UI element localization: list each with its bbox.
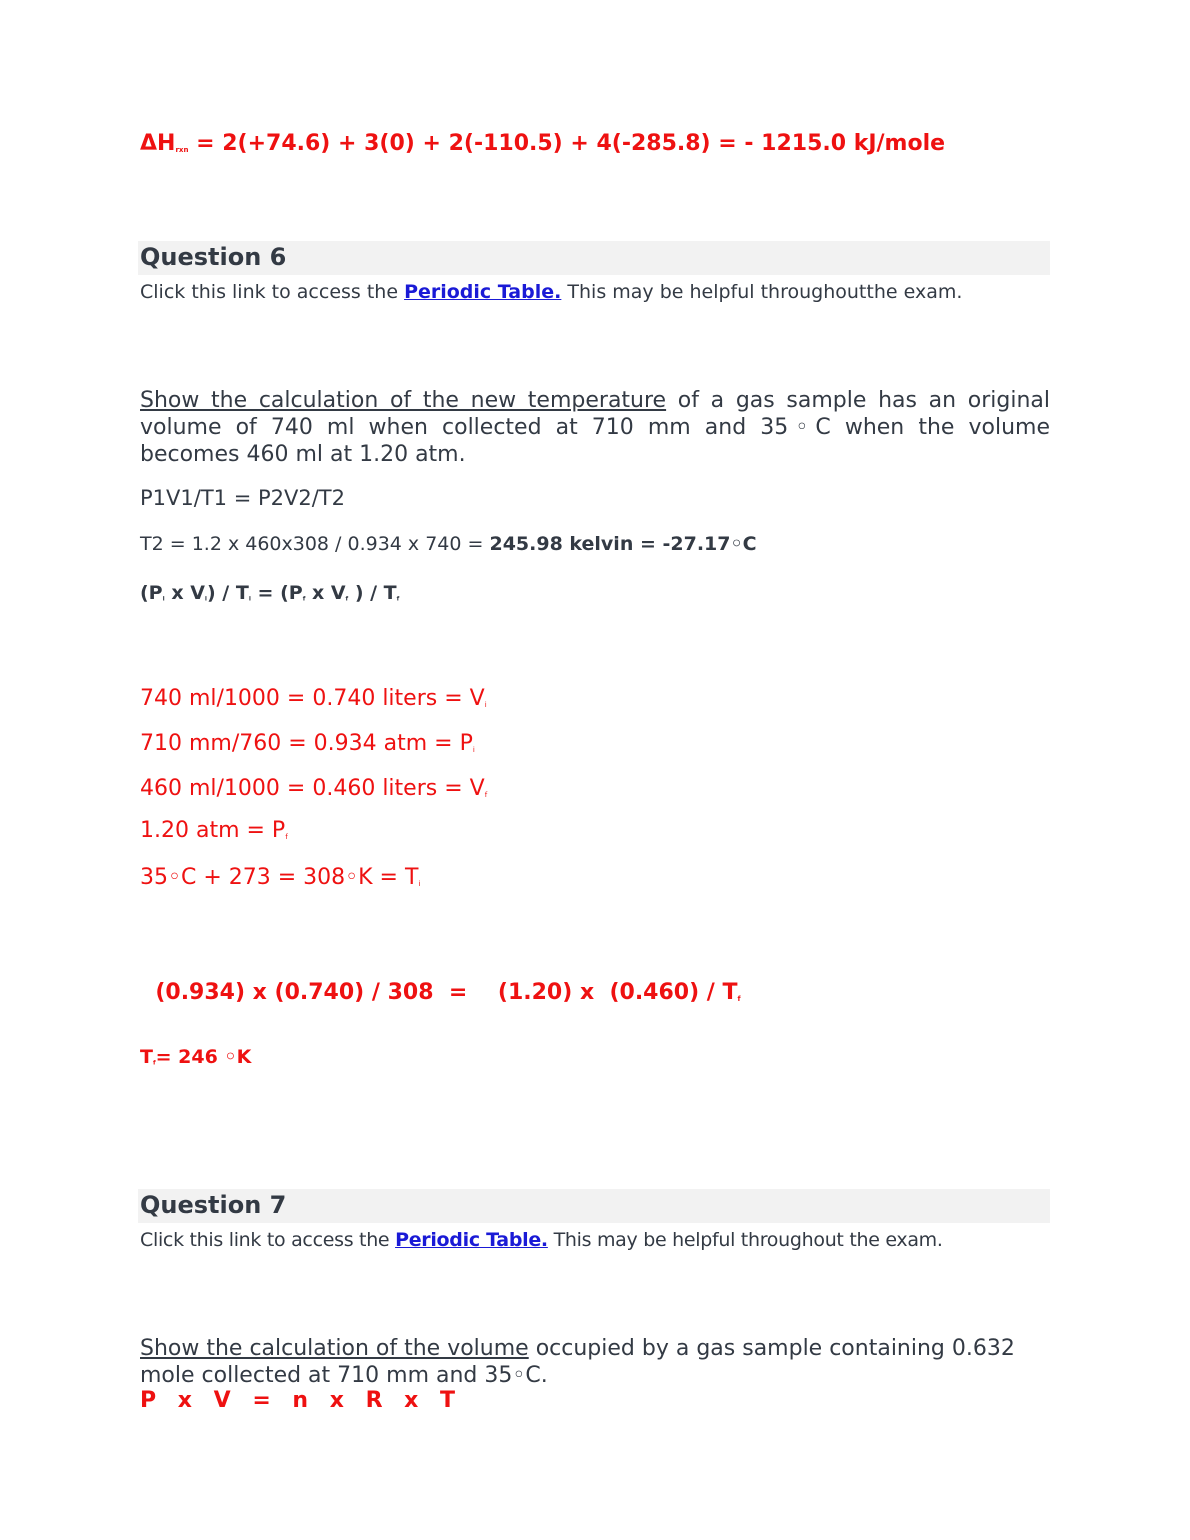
equation-text: (0.934) x (0.740) / 308 = (1.20) x (0.460) / T: [155, 980, 738, 1005]
line-sub: i: [484, 699, 487, 709]
line-text: 1.20 atm = P: [140, 818, 286, 843]
prompt-underlined: Show the calculation of the volume: [140, 1336, 529, 1361]
f3-part: = (P: [250, 582, 303, 604]
f3-part: ) / T: [348, 582, 397, 604]
enthalpy-sub: rxn: [175, 144, 189, 154]
line-sub: i: [418, 878, 421, 888]
line-sub: i: [472, 744, 475, 754]
line-sub: f: [484, 789, 488, 799]
volume-initial-line: [140, 686, 487, 711]
final-temperature-result: [140, 1046, 251, 1068]
question-6-title: Question 6: [140, 243, 287, 271]
prompt-underlined: Show the calculation of the new temperature: [140, 388, 667, 413]
link-post: This may be helpful throughoutthe exam.: [561, 281, 963, 303]
question-7-link-line: [140, 1229, 943, 1251]
enthalpy-prefix: ΔH: [140, 131, 176, 156]
volume-final-line: [140, 776, 487, 801]
question-7-header: [138, 1189, 1050, 1223]
periodic-table-link[interactable]: Periodic Table.: [404, 281, 562, 303]
f3-sub: i: [248, 595, 251, 603]
pressure-initial-line: [140, 731, 475, 756]
enthalpy-rest: = 2(+74.6) + 3(0) + 2(-110.5) + 4(-285.8) = - 1215.0 kJ/mole: [188, 131, 946, 156]
result-sub: f: [152, 1059, 156, 1067]
equation-sub: f: [737, 993, 741, 1003]
prompt-rest: occupied by a gas sample containing 0.632 mole collected at 710 mm and 35◦C.: [140, 1336, 1015, 1388]
t2-calculation: [140, 533, 757, 555]
f3-part: x V: [305, 582, 346, 604]
line-sub: f: [285, 831, 288, 841]
ideal-gas-law: P x V = n x R x T: [140, 1388, 458, 1413]
enthalpy-equation: [140, 131, 945, 156]
question-6-prompt: [140, 387, 1050, 468]
gas-law-formula: P1V1/T1 = P2V2/T2: [140, 486, 345, 510]
t2-result: 245.98 kelvin = -27.17◦C: [489, 533, 757, 555]
f3-part: ) / T: [207, 582, 249, 604]
f3-sub: i: [204, 595, 207, 603]
line-text: 460 ml/1000 = 0.460 liters = V: [140, 776, 485, 801]
link-pre: Click this link to access the: [140, 1229, 396, 1251]
line-text: 710 mm/760 = 0.934 atm = P: [140, 731, 473, 756]
question-6-link-line: [140, 281, 962, 303]
f3-sub: f: [396, 595, 400, 603]
t2-plain: T2 = 1.2 x 460x308 / 0.934 x 740 =: [140, 533, 490, 555]
f3-part: x V: [164, 582, 205, 604]
line-text: 35◦C + 273 = 308◦K = T: [140, 865, 419, 890]
prompt-rest: of a gas sample has an original volume of 740 ml when collected at 710 mm and 35◦C when the volume becomes 460 ml at 1.20 atm.: [140, 388, 1050, 467]
periodic-table-link[interactable]: Periodic Table.: [395, 1229, 548, 1251]
pressure-final-line: [140, 818, 288, 843]
question-6-header: [138, 241, 1050, 275]
question-7-title: Question 7: [140, 1191, 287, 1219]
result-prefix: T: [140, 1046, 153, 1068]
f3-part: (P: [140, 582, 163, 604]
f3-sub: f: [302, 595, 306, 603]
combined-gas-law: [140, 582, 399, 604]
temperature-initial-line: [140, 865, 420, 890]
line-text: 740 ml/1000 = 0.740 liters = V: [140, 686, 485, 711]
result-rest: = 246 ◦K: [155, 1046, 252, 1068]
f3-sub: i: [162, 595, 165, 603]
question-7-prompt: [140, 1335, 1020, 1389]
substituted-equation: [140, 955, 741, 1005]
link-pre: Click this link to access the: [140, 281, 405, 303]
link-post: This may be helpful throughout the exam.: [547, 1229, 943, 1251]
f3-sub: f: [345, 595, 349, 603]
